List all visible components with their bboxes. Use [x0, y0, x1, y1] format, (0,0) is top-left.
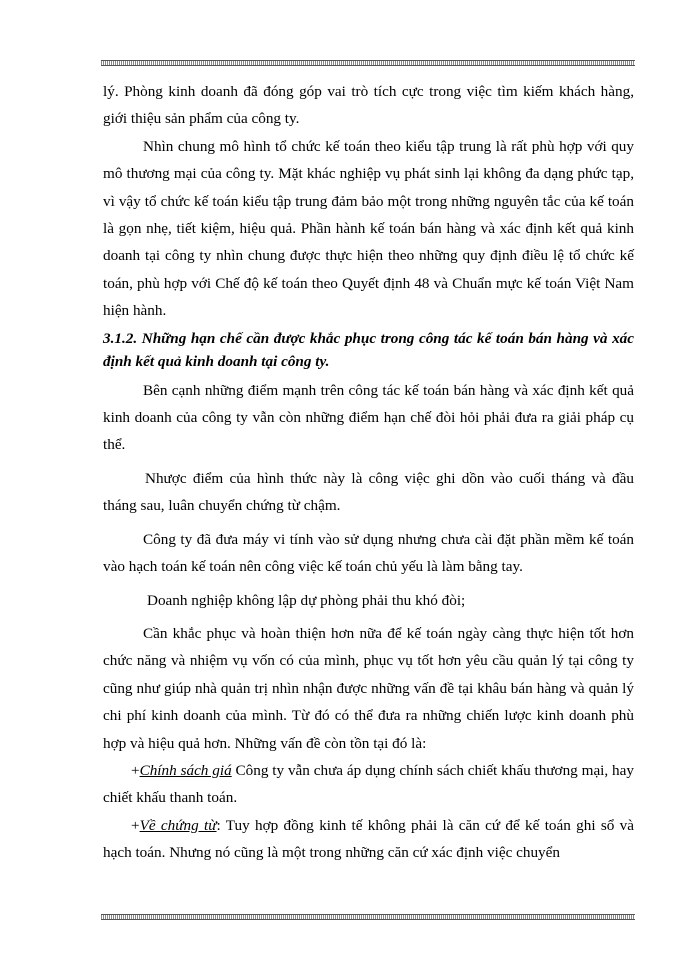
- paragraph: Nhìn chung mô hình tổ chức kế toán theo kiểu tập trung là rất phù hợp với quy mô thương mại của công ty. Mặt khác nghiệp vụ phát sinh lại không đa dạng phức tạp, vì vậy tổ chức kế toán kiểu tập trung đảm bảo một trong những nguyên tắc của kế toán là gọn nhẹ, tiết kiệm, hiệu quả. Phần hành kế toán bán hàng và xác định kết quả kinh doanh tại công ty nhìn chung được thực hiện theo những quy định điều lệ tổ chức kế toán, phù hợp với Chế độ kế toán theo Quyết định 48 và Chuẩn mực kế toán Việt Nam hiện hành.: [103, 137, 634, 320]
- list-item: [103, 757, 634, 812]
- list-item-text: Công ty vẫn chưa áp dụng chính sách chiết khấu thương mại, hay chiết khấu thanh toán.: [103, 761, 634, 807]
- list-item-text: : Tuy hợp đồng kinh tế không phải là căn cứ để kế toán ghi sổ và hạch toán. Nhưng nó cũng là một trong những căn cứ xác định việc chuyển: [103, 816, 634, 862]
- paragraph: Bên cạnh những điểm mạnh trên công tác kế toán bán hàng và xác định kết quả kinh doanh của công ty vẫn còn những điểm hạn chế đòi hỏi phải đưa ra giải pháp cụ thể.: [103, 381, 634, 454]
- footer-rule: [101, 914, 635, 920]
- paragraph: Cần khắc phục và hoàn thiện hơn nữa để kế toán ngày càng thực hiện tốt hơn chức năng và nhiệm vụ vốn có của mình, phục vụ tốt hơn yêu cầu quản lý tại công ty cũng như giúp nhà quản trị nhìn nhận được những vấn đề tại khâu bán hàng và quản lý chi phí kinh doanh của mình. Từ đó có thể đưa ra những chiến lược kinh doanh phù hợp và hiệu quả hơn. Những vấn đề còn tồn tại đó là:: [103, 624, 634, 752]
- list-item: [103, 812, 634, 867]
- paragraph: Công ty đã đưa máy vi tính vào sử dụng nhưng chưa cài đặt phần mềm kế toán vào hạch toán kế toán nên công việc kế toán chủ yếu là làm bằng tay.: [103, 530, 634, 576]
- list-prefix: +: [131, 816, 140, 834]
- paragraph: lý. Phòng kinh doanh đã đóng góp vai trò tích cực trong việc tìm kiếm khách hàng, giới thiệu sản phẩm của công ty.: [103, 83, 634, 128]
- header-rule: [101, 60, 635, 66]
- section-heading: 3.1.2. Những hạn chế cần được khắc phục trong công tác kế toán bán hàng và xác định kết quả kinh doanh tại công ty.: [103, 329, 634, 370]
- paragraph: Doanh nghiệp không lập dự phòng phải thu khó đòi;: [147, 591, 466, 609]
- document-body: [103, 78, 634, 867]
- paragraph: Nhược điểm của hình thức này là công việc ghi dồn vào cuối tháng và đầu tháng sau, luân chuyển chứng từ chậm.: [103, 469, 634, 515]
- list-item-label: Về chứng từ: [139, 816, 217, 834]
- list-item-label: Chính sách giá: [139, 761, 232, 779]
- list-prefix: +: [131, 761, 140, 779]
